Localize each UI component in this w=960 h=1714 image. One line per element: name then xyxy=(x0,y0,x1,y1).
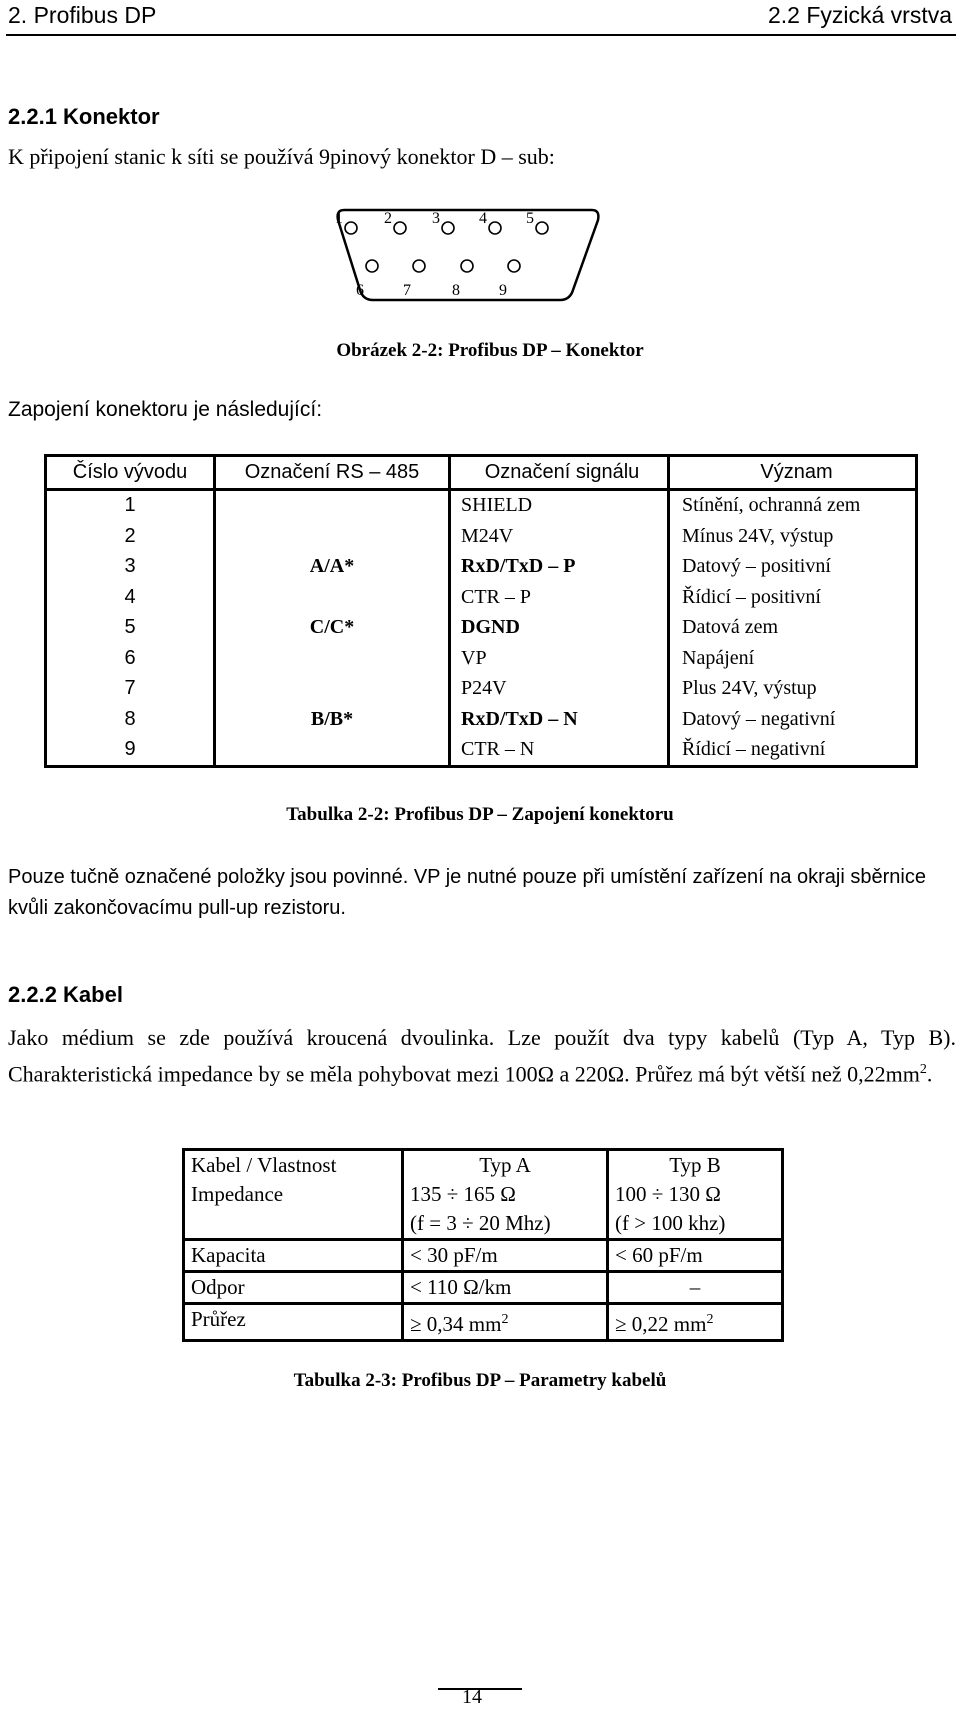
table-row xyxy=(46,613,917,644)
page-number: 14 xyxy=(462,1686,482,1708)
typ-b-impedance: 100 ÷ 130 Ω xyxy=(615,1182,721,1206)
kapacita-typ-a: < 30 pF/m xyxy=(403,1240,608,1272)
pin-number: 6 xyxy=(46,643,215,674)
wiring-intro: Zapojení konektoru je následující: xyxy=(8,398,323,421)
pin-number: 7 xyxy=(46,674,215,705)
section-title-kabel: 2.2.2 Kabel xyxy=(8,982,123,1007)
signal-label: VP xyxy=(450,643,669,674)
prurez-typ-a xyxy=(403,1304,608,1341)
col-header-rs485: Označení RS – 485 xyxy=(215,456,450,490)
rs485-label xyxy=(215,582,450,613)
cable-col-typ-a xyxy=(403,1150,608,1240)
connector-pin-circles xyxy=(345,222,548,272)
pin-number: 2 xyxy=(46,521,215,552)
cable-table-caption: Tabulka 2-3: Profibus DP – Parametry kabelů xyxy=(293,1370,667,1391)
kabel-paragraph-sup: 2 xyxy=(919,1062,927,1077)
meaning-label: Řídicí – positivní xyxy=(682,585,821,608)
figure-caption: Obrázek 2-2: Profibus DP – Konektor xyxy=(336,340,644,361)
pin-number: 3 xyxy=(46,552,215,583)
signal-label: P24V xyxy=(450,674,669,705)
cable-row-prurez xyxy=(184,1304,783,1341)
pin-number: 4 xyxy=(46,582,215,613)
kapacita-typ-b: < 60 pF/m xyxy=(608,1240,783,1272)
pin-label-7: 7 xyxy=(403,282,411,299)
header-chapter: 2. Profibus DP xyxy=(8,2,157,28)
rs485-label xyxy=(215,489,450,521)
signal-label: M24V xyxy=(450,521,669,552)
prurez-typ-a-value: ≥ 0,34 mm xyxy=(410,1312,502,1336)
meaning-label: Napájení xyxy=(682,646,755,669)
pin-number: 1 xyxy=(46,489,215,521)
signal-label: SHIELD xyxy=(450,489,669,521)
table-row xyxy=(46,521,917,552)
cable-col-typ-b xyxy=(608,1150,783,1240)
kabel-paragraph-text: Jako médium se zde používá kroucená dvoulinka. Lze použít dva typy kabelů (Typ A, Typ B). Charakteristická impedance by se měla pohybovat mezi 100Ω a 220Ω. Průřez má být větší než 0,22mm xyxy=(8,1025,956,1087)
odpor-typ-b: – xyxy=(608,1272,783,1304)
odpor-typ-a: < 110 Ω/km xyxy=(403,1272,608,1304)
pin-label-4: 4 xyxy=(479,210,487,227)
pin-number: 8 xyxy=(46,704,215,735)
typ-b-frequency: (f > 100 khz) xyxy=(615,1211,726,1235)
meaning-label: Stínění, ochranná zem xyxy=(682,494,861,517)
table-row xyxy=(46,643,917,674)
table-row xyxy=(46,552,917,583)
section-title-konektor: 2.2.1 Konektor xyxy=(8,104,160,129)
col-header-meaning: Význam xyxy=(669,456,917,490)
rs485-label: C/C* xyxy=(215,613,450,644)
cable-header-label xyxy=(184,1150,403,1240)
typ-a-header: Typ A xyxy=(479,1153,531,1177)
cable-row-odpor xyxy=(184,1272,783,1304)
pin-label-5: 5 xyxy=(526,210,534,227)
impedance-label: Impedance xyxy=(191,1182,284,1206)
meaning-label: Datový – positivní xyxy=(682,555,831,578)
konektor-intro: K připojení stanic k síti se používá 9pinový konektor D – sub: xyxy=(8,144,555,169)
signal-label: DGND xyxy=(450,613,669,644)
kabel-paragraph xyxy=(8,1022,956,1090)
prurez-typ-a-sup: 2 xyxy=(501,1312,509,1327)
signal-label: CTR – N xyxy=(450,735,669,767)
prurez-typ-b-sup: 2 xyxy=(706,1312,714,1327)
table-row xyxy=(46,704,917,735)
prurez-typ-b xyxy=(608,1304,783,1341)
signal-label: RxD/TxD – N xyxy=(450,704,669,735)
meaning-label: Řídicí – negativní xyxy=(682,738,826,761)
cable-row-kapacita xyxy=(184,1240,783,1272)
signal-label: CTR – P xyxy=(450,582,669,613)
rs485-label: B/B* xyxy=(215,704,450,735)
meaning-label: Datová zem xyxy=(682,616,779,639)
meaning-label: Datový – negativní xyxy=(682,707,836,730)
typ-b-header: Typ B xyxy=(669,1153,721,1177)
pin-label-3: 3 xyxy=(432,210,440,227)
pin-label-1: 1 xyxy=(335,210,343,227)
header-section: 2.2 Fyzická vrstva xyxy=(767,2,952,28)
pin-number: 5 xyxy=(46,613,215,644)
table-row xyxy=(46,674,917,705)
mandatory-note: Pouze tučně označené položky jsou povinné. VP je nutné pouze při umístění zařízení na okraji sběrnice kvůli zakončovacímu pull-up rezistoru. xyxy=(8,866,926,919)
table-header-row xyxy=(46,456,917,490)
pin-number: 9 xyxy=(46,735,215,767)
pin-label-2: 2 xyxy=(384,210,392,227)
pin-label-6: 6 xyxy=(356,282,364,299)
meaning-label: Plus 24V, výstup xyxy=(682,677,817,700)
rs485-label xyxy=(215,735,450,767)
odpor-label: Odpor xyxy=(184,1272,403,1304)
rs485-label xyxy=(215,521,450,552)
cable-parameters-table xyxy=(182,1148,784,1342)
rs485-label xyxy=(215,643,450,674)
header-rule xyxy=(6,34,956,36)
rs485-label xyxy=(215,674,450,705)
pin-label-9: 9 xyxy=(499,282,507,299)
pin-label-8: 8 xyxy=(452,282,460,299)
table-row xyxy=(46,582,917,613)
prurez-typ-b-value: ≥ 0,22 mm xyxy=(615,1312,707,1336)
cable-header-label-text: Kabel / Vlastnost xyxy=(191,1153,337,1177)
typ-a-frequency: (f = 3 ÷ 20 Mhz) xyxy=(410,1211,551,1235)
table-row xyxy=(46,735,917,767)
signal-label: RxD/TxD – P xyxy=(450,552,669,583)
rs485-label: A/A* xyxy=(215,552,450,583)
typ-a-impedance: 135 ÷ 165 Ω xyxy=(410,1182,516,1206)
pin-table-caption: Tabulka 2-2: Profibus DP – Zapojení konektoru xyxy=(286,804,674,825)
cable-row-header xyxy=(184,1150,783,1240)
table-row xyxy=(46,489,917,521)
kabel-paragraph-end: . xyxy=(926,1061,933,1087)
col-header-pin: Číslo vývodu xyxy=(46,456,215,490)
col-header-signal: Označení signálu xyxy=(450,456,669,490)
prurez-label: Průřez xyxy=(184,1304,403,1341)
kapacita-label: Kapacita xyxy=(184,1240,403,1272)
meaning-label: Mínus 24V, výstup xyxy=(682,524,834,547)
pin-assignment-table xyxy=(44,454,918,768)
